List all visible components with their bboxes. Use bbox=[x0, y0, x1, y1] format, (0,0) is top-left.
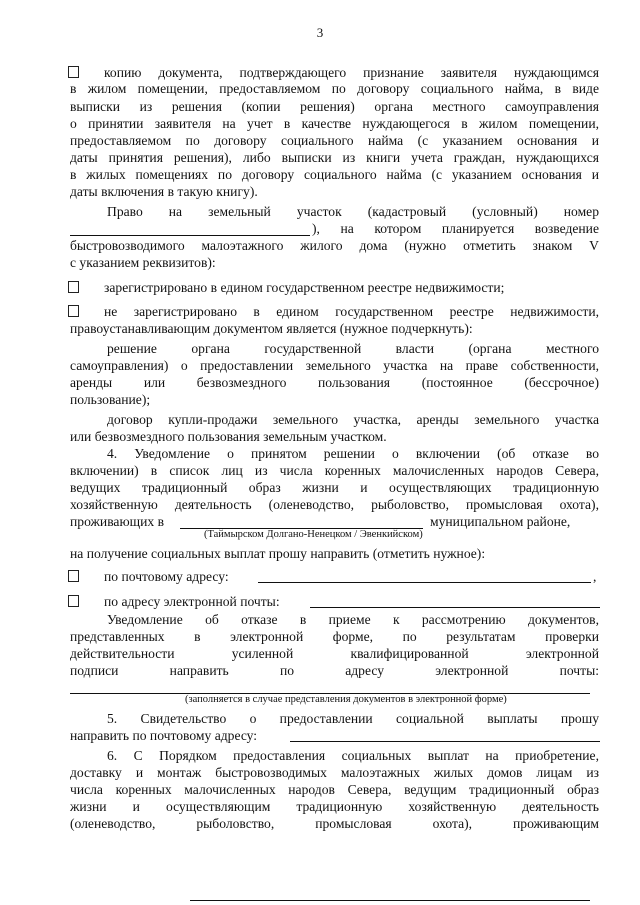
refusal-line-1: Уведомление об отказе в приеме к рассмотрению документов, bbox=[107, 612, 599, 627]
land-right-line-4: с указанием реквизитов): bbox=[70, 255, 216, 270]
registered-checkbox[interactable] bbox=[68, 281, 79, 293]
postal-option-checkbox[interactable] bbox=[68, 570, 79, 582]
item6-line-4: жизни и осуществляющим традиционную хозяйственную деятельность bbox=[70, 799, 599, 814]
residing-suffix: муниципальном районе, bbox=[430, 514, 571, 529]
decision-line-3: аренды или безвозмездного пользования (постоянное (бессрочное) bbox=[70, 375, 599, 390]
page-number: 3 bbox=[316, 25, 324, 40]
item6-line-3: числа коренных малочисленных народов Севера, ведущим традиционный образ bbox=[70, 782, 599, 797]
contract-line-1: договор купли-продажи земельного участка, аренды земельного участка bbox=[107, 412, 599, 427]
decision-line-2: самоуправления) о предоставлении земельного участка на праве собственности, bbox=[70, 358, 599, 373]
land-right-line-1 bbox=[107, 204, 599, 220]
item6-line-2: доставку и монтаж быстровозводимых малоэтажных жилых домов лицам из bbox=[70, 765, 599, 780]
doc-line-3: выписки из решения (копии решения) органа местного самоуправления bbox=[70, 99, 599, 114]
land-word-1: Право bbox=[107, 204, 143, 219]
decision-line-4: пользование); bbox=[70, 392, 151, 407]
refusal-line-3: действительности усиленной квалифицированной электронной bbox=[70, 646, 599, 661]
land-word-5: (кадастровый bbox=[367, 204, 447, 219]
land-word-3: земельный bbox=[208, 204, 271, 219]
contract-line-2: или безвозмездного пользования земельным участком. bbox=[70, 429, 387, 444]
item5-line-2: направить по почтовому адресу: bbox=[70, 728, 258, 743]
item4-line-4: хозяйственную деятельность (оленеводство, рыболовство, промысловая охота), bbox=[70, 497, 599, 512]
payments-line: на получение социальных выплат прошу направить (отметить нужное): bbox=[70, 546, 486, 561]
refusal-line-4: подписи направить по адресу электронной почты: bbox=[70, 663, 599, 678]
item4-line-2: включении) в список лиц из числа коренных малочисленных народов Севера, bbox=[70, 463, 599, 478]
document-copy-checkbox[interactable] bbox=[68, 66, 79, 78]
land-word-7: номер bbox=[563, 204, 599, 219]
postal-address-field[interactable] bbox=[258, 582, 591, 583]
land-word-6: (условный) bbox=[472, 204, 538, 219]
not-registered-checkbox[interactable] bbox=[68, 305, 79, 317]
land-word-2: на bbox=[168, 204, 183, 219]
land-right-line-3: быстровозводимого малоэтажного жилого дома (нужно отметить знаком V bbox=[70, 238, 599, 253]
item5-line-1: 5. Свидетельство о предоставлении социальной выплаты прошу bbox=[107, 711, 599, 726]
item6-line-1: 6. С Порядком предоставления социальных выплат на приобретение, bbox=[107, 748, 599, 763]
doc-line-8: даты включения в такую книгу). bbox=[70, 184, 258, 199]
doc-line-5: предоставляемом по договору социального найма (с указанием основания и bbox=[70, 133, 599, 148]
item4-line-3: ведущих традиционный образ жизни и осуществляющих традиционную bbox=[70, 480, 599, 495]
refusal-line-2: представленных в электронной форме, по результатам проверки bbox=[70, 629, 599, 644]
electronic-hint: (заполняется в случае представления документов в электронной форме) bbox=[185, 694, 507, 705]
item4-line-1: 4. Уведомление о принятом решении о включении (об отказе во bbox=[107, 446, 599, 461]
doc-line-6: даты принятия решения), либо выписки из книги учета граждан, нуждающихся bbox=[70, 150, 599, 165]
email-option-label: по адресу электронной почты: bbox=[104, 594, 280, 609]
doc-line-2: в жилом помещении, предоставляемом по договору социального найма, в виде bbox=[70, 81, 599, 96]
doc-line-7: в жилых помещениях по договору социального найма (с указанием основания и bbox=[70, 167, 599, 182]
land-word-4: участок bbox=[296, 204, 342, 219]
item6-line-5: (оленеводство, рыболовство, промысловая охота), проживающим bbox=[70, 816, 599, 831]
land-right-line-2: ), на котором планируется возведение bbox=[312, 221, 599, 236]
doc-line-4: о принятии заявителя на учет в качестве нуждающегося в жилом помещении, bbox=[70, 116, 599, 131]
not-registered-line-2: правоустанавливающим документом является (нужное подчеркнуть): bbox=[70, 321, 473, 336]
residing-prefix: проживающих в bbox=[70, 514, 164, 529]
registered-label: зарегистрировано в едином государственном реестре недвижимости; bbox=[104, 280, 505, 295]
postal-comma: , bbox=[593, 569, 597, 584]
not-registered-line-1: не зарегистрировано в едином государственном реестре недвижимости, bbox=[104, 304, 599, 319]
certificate-address-field[interactable] bbox=[290, 741, 600, 742]
district-hint: (Таймырском Долгано-Ненецком / Эвенкийском) bbox=[204, 529, 423, 540]
email-address-field[interactable] bbox=[310, 607, 600, 608]
footer-rule bbox=[190, 900, 590, 901]
decision-line-1: решение органа государственной власти (органа местного bbox=[107, 341, 599, 356]
postal-option-label: по почтовому адресу: bbox=[104, 569, 229, 584]
email-option-checkbox[interactable] bbox=[68, 595, 79, 607]
cadastral-number-field[interactable] bbox=[70, 235, 310, 236]
doc-line-1: копию документа, подтверждающего признание заявителя нуждающимся bbox=[104, 65, 599, 80]
